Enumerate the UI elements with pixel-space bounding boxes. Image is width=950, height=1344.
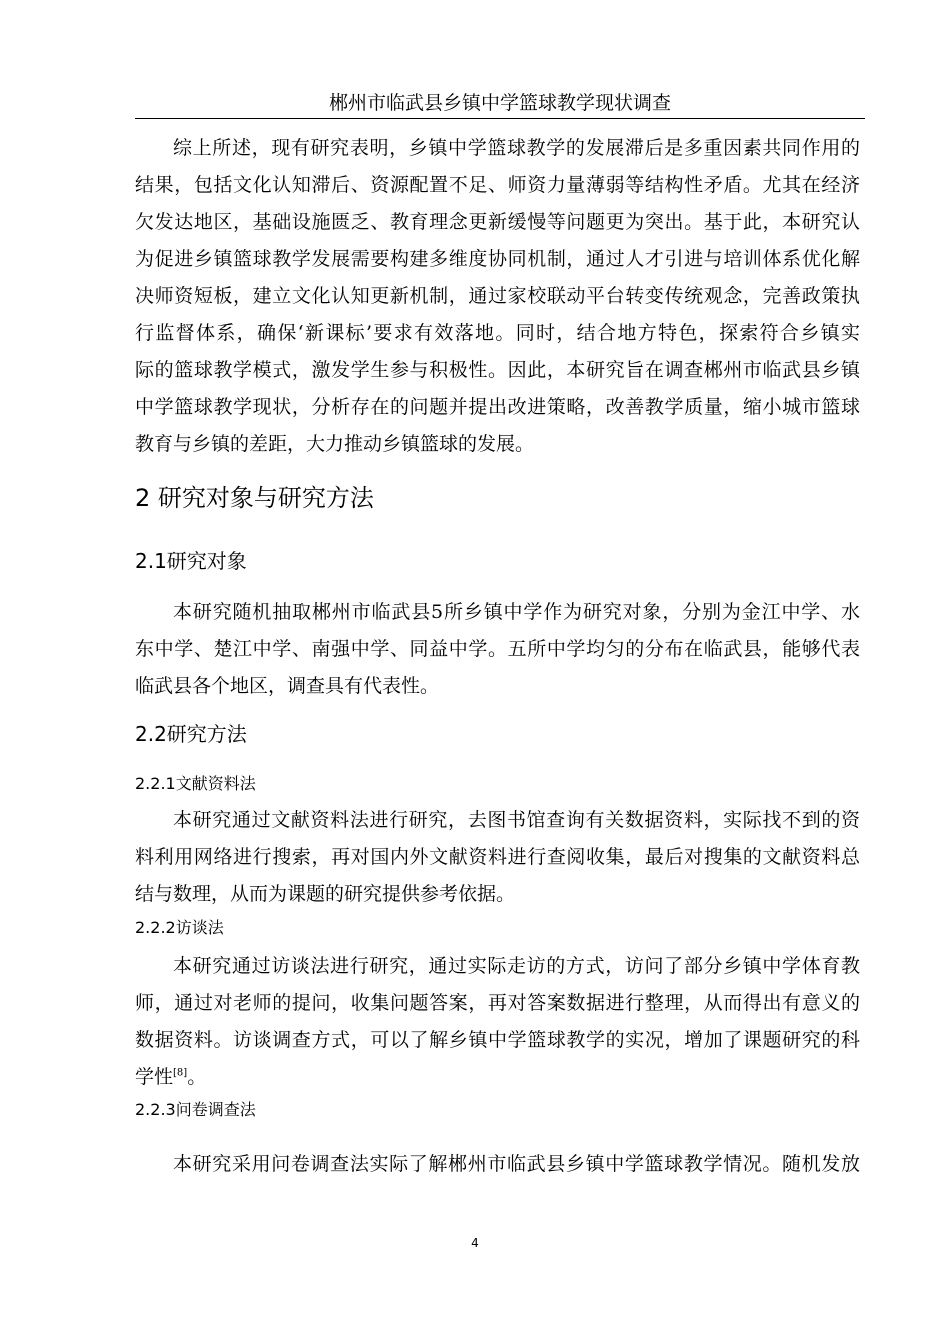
- text-line: 欠发达地区，基础设施匮乏、教育理念更新缓慢等问题更为突出。基于此，本研究认: [135, 211, 860, 233]
- subsection-heading: 2.2研究方法: [135, 722, 247, 746]
- text-line: 为促进乡镇篮球教学发展需要构建多维度协同机制，通过人才引进与培训体系优化解: [135, 248, 860, 270]
- citation: [8]: [173, 1067, 188, 1079]
- section-heading: 2 研究对象与研究方法: [135, 484, 374, 512]
- page-header: 郴州市临武县乡镇中学篮球教学现状调查: [135, 90, 865, 119]
- text-line: 料利用网络进行搜索，再对国内外文献资料进行查阅收集，最后对搜集的文献资料总: [135, 846, 860, 868]
- text-line: 师，通过对老师的提问，收集问题答案，再对答案数据进行整理，从而得出有意义的: [135, 992, 860, 1014]
- text-line: 临武县各个地区，调查具有代表性。: [135, 675, 440, 697]
- sub-subsection-heading: 2.2.3问卷调查法: [135, 1100, 256, 1119]
- text-line: 东中学、楚江中学、南强中学、同益中学。五所中学均匀的分布在临武县，能够代表: [135, 638, 860, 660]
- text-line: 教育与乡镇的差距，大力推动乡镇篮球的发展。: [135, 433, 535, 455]
- text-line: 数据资料。访谈调查方式，可以了解乡镇中学篮球教学的实况，增加了课题研究的科: [135, 1029, 860, 1051]
- text-line: 决师资短板，建立文化认知更新机制，通过家校联动平台转变传统观念，完善政策执: [135, 285, 860, 307]
- text-line: 综上所述，现有研究表明，乡镇中学篮球教学的发展滞后是多重因素共同作用的: [173, 137, 860, 159]
- intro-paragraph: [135, 130, 860, 463]
- text-line: 际的篮球教学模式，激发学生参与积极性。因此，本研究旨在调查郴州市临武县乡镇: [135, 359, 860, 381]
- subsection-2-2-2-paragraph: [135, 948, 860, 1096]
- subsection-2-1-paragraph: [135, 594, 860, 705]
- page-number: 4: [471, 1236, 479, 1250]
- subsection-2-2-3-paragraph: [135, 1146, 860, 1183]
- sub-subsection-heading: 2.2.2访谈法: [135, 918, 224, 937]
- text-line: 结果，包括文化认知滞后、资源配置不足、师资力量薄弱等结构性矛盾。尤其在经济: [135, 174, 860, 196]
- text-line: 本研究采用问卷调查法实际了解郴州市临武县乡镇中学篮球教学情况。随机发放: [173, 1153, 860, 1175]
- text-line: 中学篮球教学现状，分析存在的问题并提出改进策略，改善教学质量，缩小城市篮球: [135, 396, 860, 418]
- subsection-heading: 2.1研究对象: [135, 549, 247, 573]
- text-line: 本研究通过访谈法进行研究，通过实际走访的方式，访问了部分乡镇中学体育教: [173, 955, 860, 977]
- text-line: 结与数理，从而为课题的研究提供参考依据。: [135, 883, 516, 905]
- text-fragment: 学性: [135, 1066, 174, 1088]
- text-line: 行监督体系，确保‘新课标’要求有效落地。同时，结合地方特色，探索符合乡镇实: [135, 322, 860, 344]
- text-line: [135, 1059, 860, 1096]
- sub-subsection-heading: 2.2.1文献资料法: [135, 774, 256, 793]
- text-line: 本研究随机抽取郴州市临武县5所乡镇中学作为研究对象，分别为金江中学、水: [173, 601, 860, 623]
- text-line: 本研究通过文献资料法进行研究，去图书馆查询有关数据资料，实际找不到的资: [173, 809, 860, 831]
- subsection-2-2-1-paragraph: [135, 802, 860, 913]
- text-fragment: 。: [187, 1066, 207, 1088]
